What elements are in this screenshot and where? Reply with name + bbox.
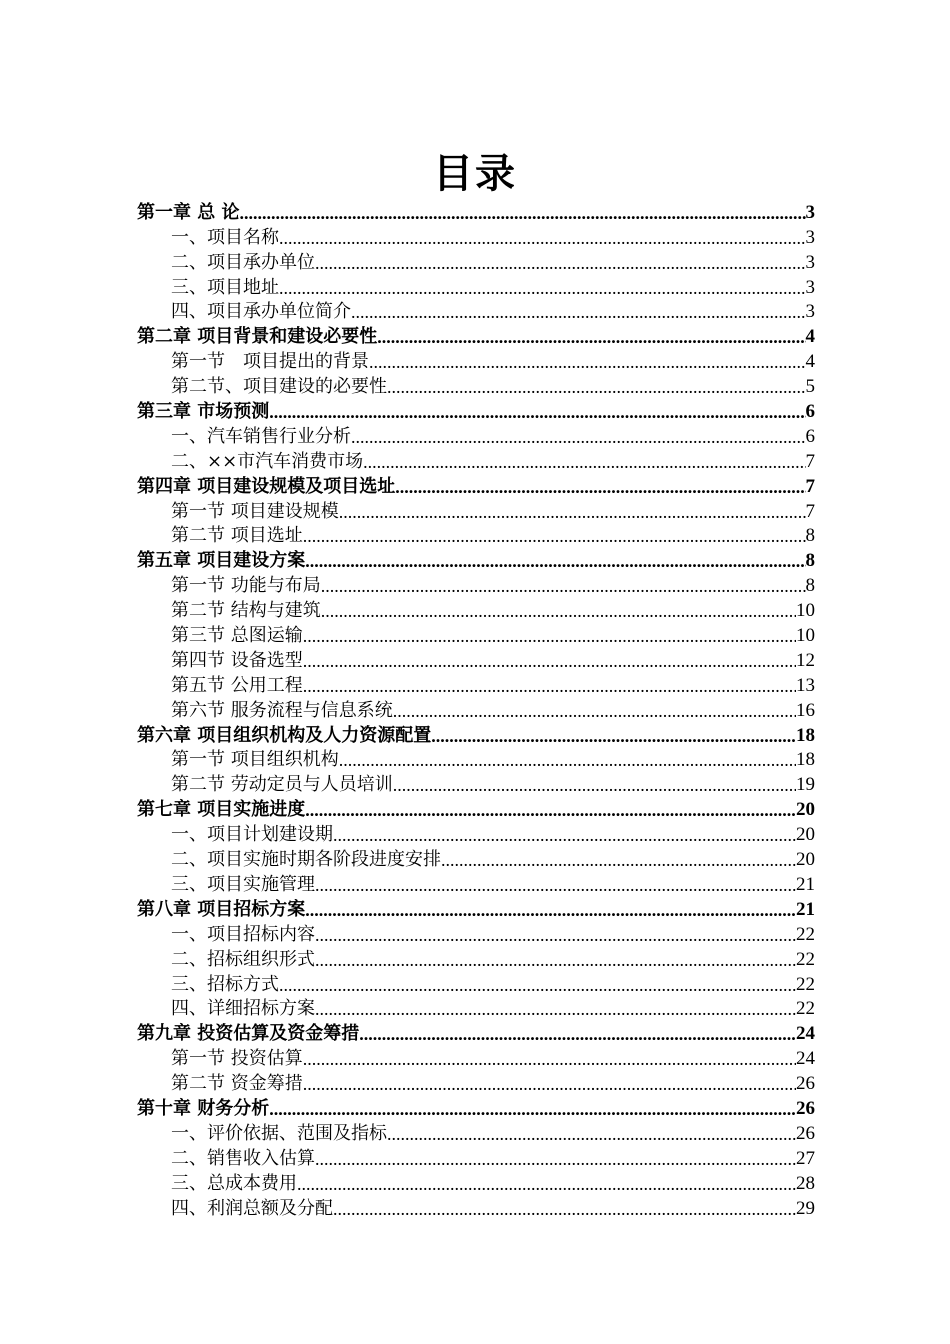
toc-section-entry[interactable] [137, 921, 815, 946]
toc-page-number: 8 [805, 550, 815, 572]
toc-dot-leader [351, 301, 806, 323]
toc-entry-label: 第二章 项目背景和建设必要性 [137, 326, 378, 348]
toc-page-number: 7 [805, 450, 815, 472]
toc-dot-leader [303, 650, 796, 672]
toc-entry-label: 三、项目实施管理 [171, 873, 315, 895]
toc-dot-leader [339, 501, 806, 523]
toc-entry-label: 第十章 财务分析 [137, 1097, 270, 1119]
toc-dot-leader [321, 600, 796, 622]
toc-page-number: 22 [796, 923, 815, 945]
toc-section-entry[interactable] [137, 274, 815, 299]
table-of-contents [137, 199, 815, 1220]
toc-entry-label: 第五节 公用工程 [171, 674, 303, 696]
toc-chapter-entry[interactable] [137, 473, 815, 498]
toc-entry-label: 三、总成本费用 [171, 1172, 297, 1194]
toc-dot-leader [303, 525, 806, 547]
toc-page-number: 29 [796, 1197, 815, 1219]
toc-page-number: 10 [796, 600, 815, 622]
toc-page-number: 26 [796, 1073, 815, 1095]
toc-entry-label: 第二节 结构与建筑 [171, 600, 321, 622]
toc-page-number: 19 [796, 774, 815, 796]
toc-page-number: 20 [796, 799, 815, 821]
toc-dot-leader [315, 252, 806, 274]
toc-entry-label: 一、评价依据、范围及指标 [171, 1122, 387, 1144]
toc-entry-label: 一、项目招标内容 [171, 923, 315, 945]
toc-entry-label: 第三章 市场预测 [137, 401, 270, 423]
toc-dot-leader [431, 725, 796, 747]
toc-section-entry[interactable] [137, 697, 815, 722]
toc-section-entry[interactable] [137, 1070, 815, 1095]
toc-page-number: 27 [796, 1147, 815, 1169]
toc-entry-label: 第一节 功能与布局 [171, 575, 321, 597]
toc-dot-leader [387, 1123, 796, 1145]
toc-page-number: 18 [796, 749, 815, 771]
toc-chapter-entry[interactable] [137, 547, 815, 572]
toc-section-entry[interactable] [137, 249, 815, 274]
toc-section-entry[interactable] [137, 821, 815, 846]
toc-entry-label: 四、详细招标方案 [171, 998, 315, 1020]
toc-chapter-entry[interactable] [137, 398, 815, 423]
toc-chapter-entry[interactable] [137, 1095, 815, 1120]
toc-section-entry[interactable] [137, 1120, 815, 1145]
toc-page-number: 3 [805, 201, 815, 223]
toc-section-entry[interactable] [137, 597, 815, 622]
toc-page-number: 21 [796, 873, 815, 895]
toc-page-number: 4 [805, 326, 815, 348]
toc-dot-leader [305, 899, 796, 921]
toc-dot-leader [279, 277, 806, 299]
toc-dot-leader [363, 451, 805, 473]
toc-dot-leader [395, 476, 805, 498]
toc-entry-label: 第七章 项目实施进度 [137, 799, 306, 821]
toc-chapter-entry[interactable] [137, 796, 815, 821]
toc-dot-leader [297, 1173, 796, 1195]
toc-dot-leader [315, 1148, 796, 1170]
toc-section-entry[interactable] [137, 771, 815, 796]
toc-dot-leader [387, 376, 806, 398]
toc-dot-leader [369, 351, 806, 373]
toc-dot-leader [393, 774, 796, 796]
toc-dot-leader [303, 675, 796, 697]
toc-page-number: 8 [805, 525, 815, 547]
toc-chapter-entry[interactable] [137, 896, 815, 921]
toc-page-number: 8 [805, 575, 815, 597]
toc-dot-leader [279, 974, 796, 996]
toc-page-number: 22 [796, 948, 815, 970]
toc-page-number: 6 [805, 425, 815, 447]
toc-page-number: 7 [805, 500, 815, 522]
toc-chapter-entry[interactable] [137, 1020, 815, 1045]
toc-dot-leader [315, 924, 796, 946]
toc-page-number: 13 [796, 674, 815, 696]
toc-page-number: 6 [805, 401, 815, 423]
toc-page-number: 24 [796, 1023, 815, 1045]
toc-entry-label: 三、项目地址 [171, 276, 279, 298]
toc-dot-leader [333, 824, 796, 846]
toc-section-entry[interactable] [137, 622, 815, 647]
toc-page-number: 5 [805, 376, 815, 398]
toc-dot-leader [339, 749, 796, 771]
toc-entry-label: 第二节、项目建设的必要性 [171, 376, 387, 398]
toc-entry-label: 第四节 设备选型 [171, 649, 303, 671]
toc-dot-leader [315, 998, 796, 1020]
toc-dot-leader [303, 1048, 796, 1070]
toc-entry-label: 第五章 项目建设方案 [137, 550, 306, 572]
toc-section-entry[interactable] [137, 224, 815, 249]
toc-section-entry[interactable] [137, 423, 815, 448]
toc-dot-leader [303, 625, 796, 647]
toc-entry-label: 二、项目承办单位 [171, 251, 315, 273]
toc-dot-leader [305, 550, 805, 572]
toc-page-number: 20 [796, 824, 815, 846]
toc-entry-label: 四、利润总额及分配 [171, 1197, 333, 1219]
toc-dot-leader [305, 799, 796, 821]
toc-entry-label: 第四章 项目建设规模及项目选址 [137, 475, 396, 497]
toc-dot-leader [333, 1198, 796, 1220]
toc-section-entry[interactable] [137, 647, 815, 672]
toc-section-entry[interactable] [137, 1170, 815, 1195]
toc-entry-label: 第一章 总 论 [137, 201, 240, 223]
toc-chapter-entry[interactable] [137, 323, 815, 348]
toc-section-entry[interactable] [137, 946, 815, 971]
toc-page-number: 26 [796, 1122, 815, 1144]
toc-entry-label: 二、招标组织形式 [171, 948, 315, 970]
toc-page-number: 12 [796, 649, 815, 671]
toc-page-number: 10 [796, 625, 815, 647]
toc-dot-leader [240, 202, 806, 224]
toc-section-entry[interactable] [137, 448, 815, 473]
toc-page-number: 26 [796, 1097, 815, 1119]
toc-page-number: 3 [805, 301, 815, 323]
toc-section-entry[interactable] [137, 871, 815, 896]
toc-page-number: 24 [796, 1048, 815, 1070]
toc-section-entry[interactable] [137, 971, 815, 996]
toc-section-entry[interactable] [137, 348, 815, 373]
toc-page-number: 3 [805, 276, 815, 298]
toc-section-entry[interactable] [137, 747, 815, 772]
toc-entry-label: 第六节 服务流程与信息系统 [171, 699, 393, 721]
toc-section-entry[interactable] [137, 572, 815, 597]
toc-entry-label: 一、项目名称 [171, 226, 279, 248]
toc-entry-label: 第二节 劳动定员与人员培训 [171, 774, 393, 796]
toc-dot-leader [315, 874, 796, 896]
toc-dot-leader [377, 326, 805, 348]
toc-chapter-entry[interactable] [137, 199, 815, 224]
toc-dot-leader [441, 849, 796, 871]
toc-entry-label: 第一节 投资估算 [171, 1048, 303, 1070]
toc-dot-leader [269, 401, 805, 423]
toc-entry-label: 第六章 项目组织机构及人力资源配置 [137, 724, 432, 746]
toc-dot-leader [279, 227, 806, 249]
toc-entry-label: 第三节 总图运输 [171, 625, 303, 647]
toc-entry-label: 第二节 项目选址 [171, 525, 303, 547]
toc-page-number: 28 [796, 1172, 815, 1194]
toc-page-number: 7 [805, 475, 815, 497]
toc-page-number: 3 [805, 251, 815, 273]
toc-page-number: 4 [805, 351, 815, 373]
page-title: 目录 [433, 151, 517, 197]
toc-page-number: 22 [796, 973, 815, 995]
toc-dot-leader [351, 426, 806, 448]
toc-page-number: 3 [805, 226, 815, 248]
toc-page-number: 16 [796, 699, 815, 721]
toc-section-entry[interactable] [137, 1145, 815, 1170]
toc-entry-label: 一、汽车销售行业分析 [171, 425, 351, 447]
toc-entry-label: 第八章 项目招标方案 [137, 898, 306, 920]
toc-entry-label: 第一节 项目建设规模 [171, 500, 339, 522]
toc-entry-label: 二、销售收入估算 [171, 1147, 315, 1169]
toc-page-number: 20 [796, 849, 815, 871]
toc-dot-leader [393, 700, 796, 722]
toc-entry-label: 二、××市汽车消费市场 [171, 450, 364, 472]
toc-section-entry[interactable] [137, 996, 815, 1021]
toc-page-number: 21 [796, 898, 815, 920]
toc-entry-label: 三、招标方式 [171, 973, 279, 995]
toc-section-entry[interactable] [137, 1045, 815, 1070]
toc-section-entry[interactable] [137, 299, 815, 324]
toc-page-number: 18 [796, 724, 815, 746]
toc-entry-label: 第九章 投资估算及资金筹措 [137, 1023, 360, 1045]
toc-entry-label: 第二节 资金筹措 [171, 1073, 303, 1095]
toc-dot-leader [359, 1023, 796, 1045]
toc-section-entry[interactable] [137, 523, 815, 548]
toc-section-entry[interactable] [137, 672, 815, 697]
toc-entry-label: 一、项目计划建设期 [171, 824, 333, 846]
toc-dot-leader [315, 949, 796, 971]
toc-entry-label: 第一节 项目提出的背景 [171, 351, 369, 373]
toc-section-entry[interactable] [137, 498, 815, 523]
toc-entry-label: 第一节 项目组织机构 [171, 749, 339, 771]
toc-dot-leader [321, 575, 806, 597]
toc-dot-leader [269, 1098, 796, 1120]
toc-section-entry[interactable] [137, 846, 815, 871]
toc-chapter-entry[interactable] [137, 722, 815, 747]
toc-entry-label: 四、项目承办单位简介 [171, 301, 351, 323]
toc-dot-leader [303, 1073, 796, 1095]
toc-section-entry[interactable] [137, 373, 815, 398]
toc-entry-label: 二、项目实施时期各阶段进度安排 [171, 849, 441, 871]
toc-section-entry[interactable] [137, 1195, 815, 1220]
toc-page-number: 22 [796, 998, 815, 1020]
